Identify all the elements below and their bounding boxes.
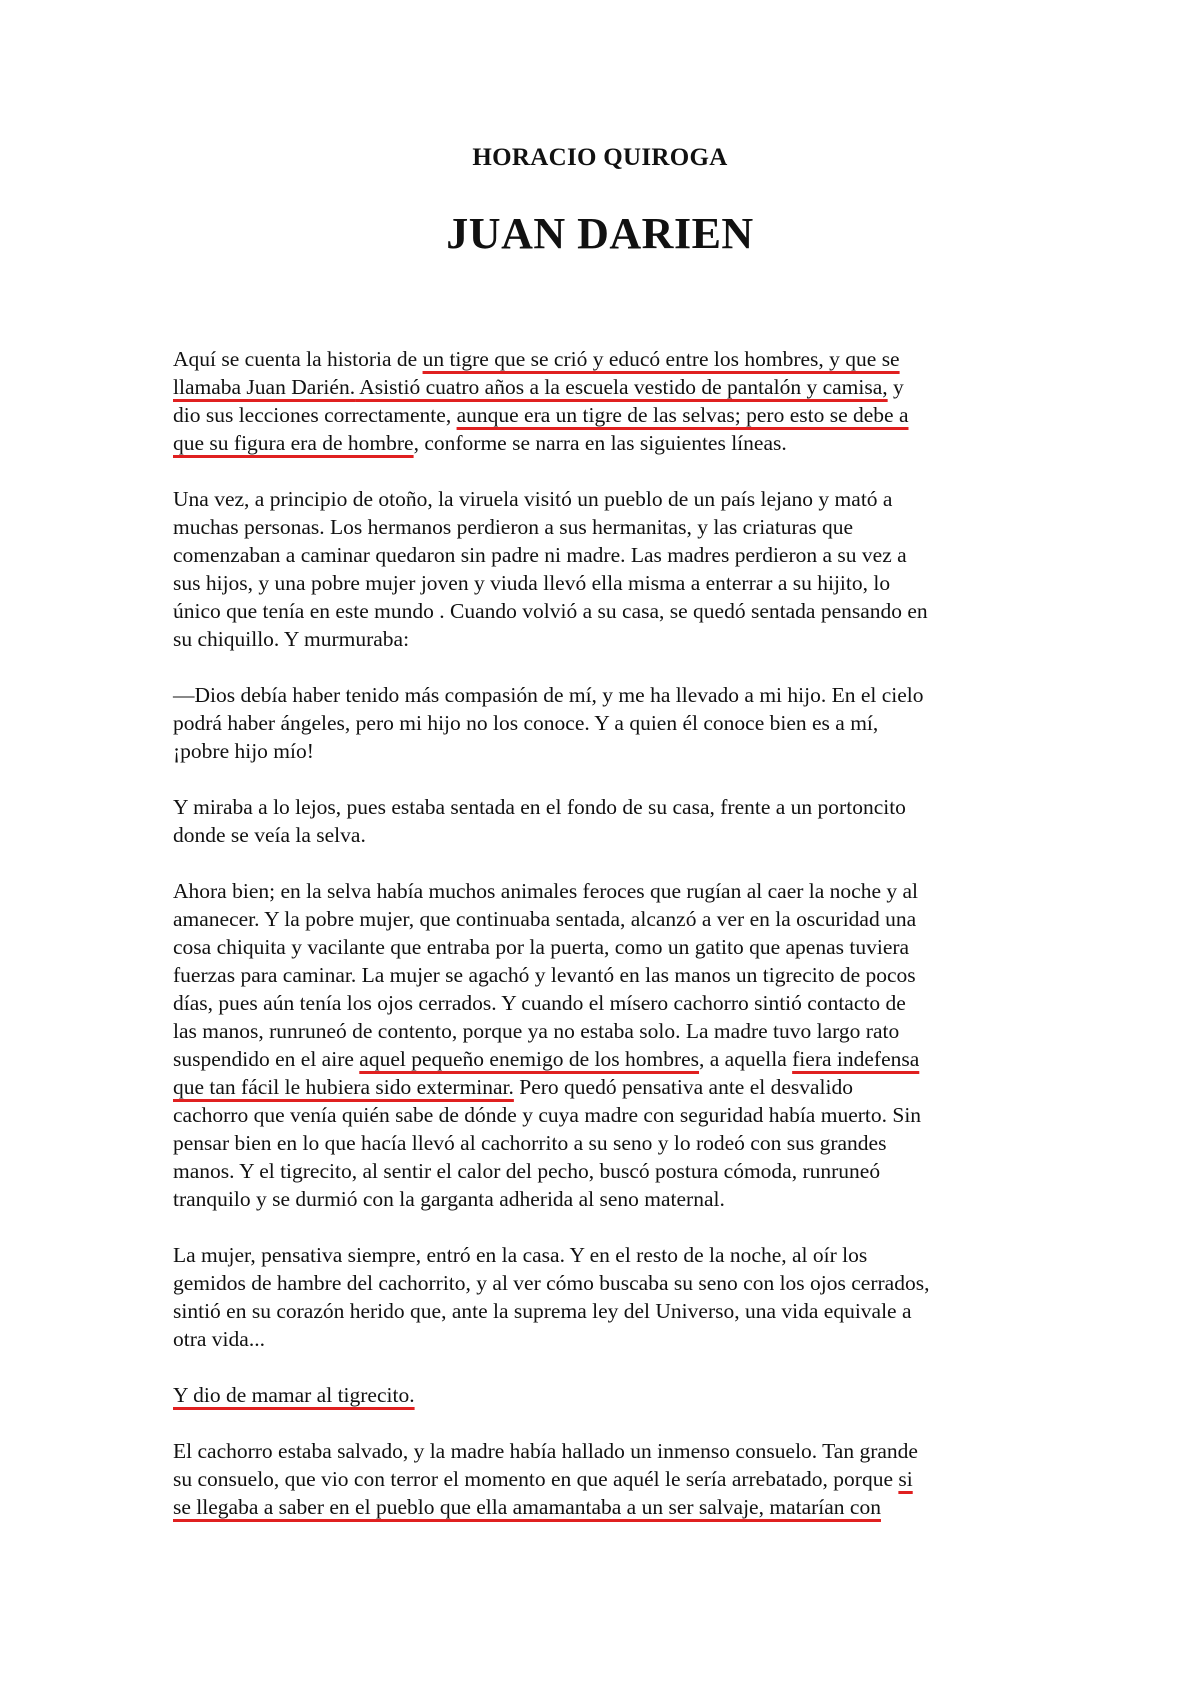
text-line: [173, 1325, 1043, 1353]
text-segment: sus hijos, y una pobre mujer joven y viuda llevó ella misma a enterrar a su hijito, lo: [173, 571, 891, 595]
text-segment: El cachorro estaba salvado, y la madre había hallado un inmenso consuelo. Tan grande: [173, 1439, 918, 1463]
text-segment: sintió en su corazón herido que, ante la suprema ley del Universo, una vida equivale a: [173, 1299, 912, 1323]
highlighted-text: se llegaba a saber en el pueblo que ella amamantaba a un ser salvaje, matarían con: [173, 1495, 881, 1519]
text-segment: Pero quedó pensativa ante el desvalido: [513, 1075, 854, 1099]
text-line: [173, 1437, 1043, 1465]
paragraph: [173, 877, 1043, 1213]
text-line: [173, 1073, 1043, 1101]
paragraph: [173, 1437, 1043, 1521]
highlighted-text: aunque era un tigre de las selvas; pero esto se debe a: [456, 403, 909, 427]
text-line: [173, 345, 1043, 373]
text-segment: comenzaban a caminar quedaron sin padre ni madre. Las madres perdieron a su vez a: [173, 543, 907, 567]
text-segment: cosa chiquita y vacilante que entraba por la puerta, como un gatito que apenas tuviera: [173, 935, 910, 959]
text-line: [173, 681, 1043, 709]
paragraph: [173, 793, 1043, 849]
text-line: [173, 1157, 1043, 1185]
text-segment: —Dios debía haber tenido más compasión de mí, y me ha llevado a mi hijo. En el cielo: [173, 683, 924, 707]
highlighted-text: un tigre que se crió y educó entre los hombres, y que se: [422, 347, 900, 371]
text-segment: amanecer. Y la pobre mujer, que continuaba sentada, alcanzó a ver en la oscuridad una: [173, 907, 917, 931]
text-line: [173, 1241, 1043, 1269]
text-line: [173, 989, 1043, 1017]
text-line: [173, 1101, 1043, 1129]
text-line: [173, 1493, 1043, 1521]
text-segment: , a aquella: [699, 1047, 793, 1071]
text-line: [173, 961, 1043, 989]
text-line: [173, 793, 1043, 821]
text-segment: donde se veía la selva.: [173, 823, 366, 847]
text-segment: Y miraba a lo lejos, pues estaba sentada en el fondo de su casa, frente a un portoncito: [173, 795, 906, 819]
highlighted-text: Asistió cuatro años a la escuela vestido de pantalón y camisa,: [355, 375, 888, 399]
text-line: [173, 709, 1043, 737]
text-line: [173, 877, 1043, 905]
text-line: [173, 625, 1043, 653]
text-segment: único que tenía en este mundo . Cuando volvió a su casa, se quedó sentada pensando en: [173, 599, 928, 623]
text-line: [173, 1381, 1043, 1409]
text-line: [173, 373, 1043, 401]
text-segment: su consuelo, que vio con terror el momento en que aquél le sería arrebatado, porque: [173, 1467, 899, 1491]
highlighted-text: que tan fácil le hubiera sido exterminar.: [173, 1075, 514, 1099]
author-heading: HORACIO QUIROGA: [472, 144, 728, 171]
text-segment: otra vida...: [173, 1327, 265, 1351]
text-line: [173, 821, 1043, 849]
highlighted-text: Y dio de mamar al tigrecito.: [173, 1383, 415, 1407]
paragraph: [173, 1381, 1043, 1409]
text-segment: muchas personas. Los hermanos perdieron a sus hermanitas, y las criaturas que: [173, 515, 854, 539]
paragraph: [173, 485, 1043, 653]
text-segment: fuerzas para caminar. La mujer se agachó y levantó en las manos un tigrecito de pocos: [173, 963, 916, 987]
paragraph: [173, 345, 1043, 457]
text-line: [173, 933, 1043, 961]
text-line: [173, 597, 1043, 625]
text-segment: cachorro que venía quién sabe de dónde y cuya madre con seguridad había muerto. Sin: [173, 1103, 922, 1127]
text-segment: pensar bien en lo que hacía llevó al cachorrito a su seno y lo rodeó con sus grandes: [173, 1131, 887, 1155]
story-body: [173, 345, 1043, 1549]
text-line: [173, 1045, 1043, 1073]
text-segment: La mujer, pensativa siempre, entró en la casa. Y en el resto de la noche, al oír los: [173, 1243, 868, 1267]
highlighted-text: fiera indefensa: [792, 1047, 920, 1071]
text-segment: días, pues aún tenía los ojos cerrados. Y cuando el mísero cachorro sintió contacto de: [173, 991, 906, 1015]
text-segment: suspendido en el aire: [173, 1047, 360, 1071]
text-line: [173, 485, 1043, 513]
text-segment: , conforme se narra en las siguientes líneas.: [413, 431, 787, 455]
text-segment: gemidos de hambre del cachorrito, y al ver cómo buscaba su seno con los ojos cerrados,: [173, 1271, 930, 1295]
text-line: [173, 569, 1043, 597]
text-segment: Aquí se cuenta la historia de: [173, 347, 423, 371]
text-segment: Una vez, a principio de otoño, la viruela visitó un pueblo de un país lejano y mató a: [173, 487, 893, 511]
paragraph: [173, 681, 1043, 765]
text-line: [173, 541, 1043, 569]
text-line: [173, 905, 1043, 933]
story-title: JUAN DARIEN: [446, 209, 754, 258]
text-segment: su chiquillo. Y murmuraba:: [173, 627, 410, 651]
highlighted-text: aquel pequeño enemigo de los hombres: [359, 1047, 700, 1071]
text-segment: las manos, runruneó de contento, porque ya no estaba solo. La madre tuvo largo rato: [173, 1019, 900, 1043]
text-line: [173, 1017, 1043, 1045]
text-segment: tranquilo y se durmió con la garganta adherida al seno maternal.: [173, 1187, 725, 1211]
text-line: [173, 401, 1043, 429]
paragraph: [173, 1241, 1043, 1353]
text-line: [173, 429, 1043, 457]
text-segment: y: [887, 375, 904, 399]
text-line: [173, 1269, 1043, 1297]
text-line: [173, 1465, 1043, 1493]
text-segment: dio sus lecciones correctamente,: [173, 403, 457, 427]
text-segment: manos. Y el tigrecito, al sentir el calor del pecho, buscó postura cómoda, runruneó: [173, 1159, 881, 1183]
highlighted-text: que su figura era de hombre: [173, 431, 414, 455]
text-line: [173, 1185, 1043, 1213]
text-line: [173, 513, 1043, 541]
text-segment: ¡pobre hijo mío!: [173, 739, 314, 763]
highlighted-text: si: [898, 1467, 913, 1491]
text-line: [173, 1129, 1043, 1157]
text-segment: Ahora bien; en la selva había muchos animales feroces que rugían al caer la noche y al: [173, 879, 919, 903]
highlighted-text: llamaba Juan Darién.: [173, 375, 356, 399]
text-line: [173, 737, 1043, 765]
text-line: [173, 1297, 1043, 1325]
text-segment: podrá haber ángeles, pero mi hijo no los conoce. Y a quien él conoce bien es a mí,: [173, 711, 879, 735]
